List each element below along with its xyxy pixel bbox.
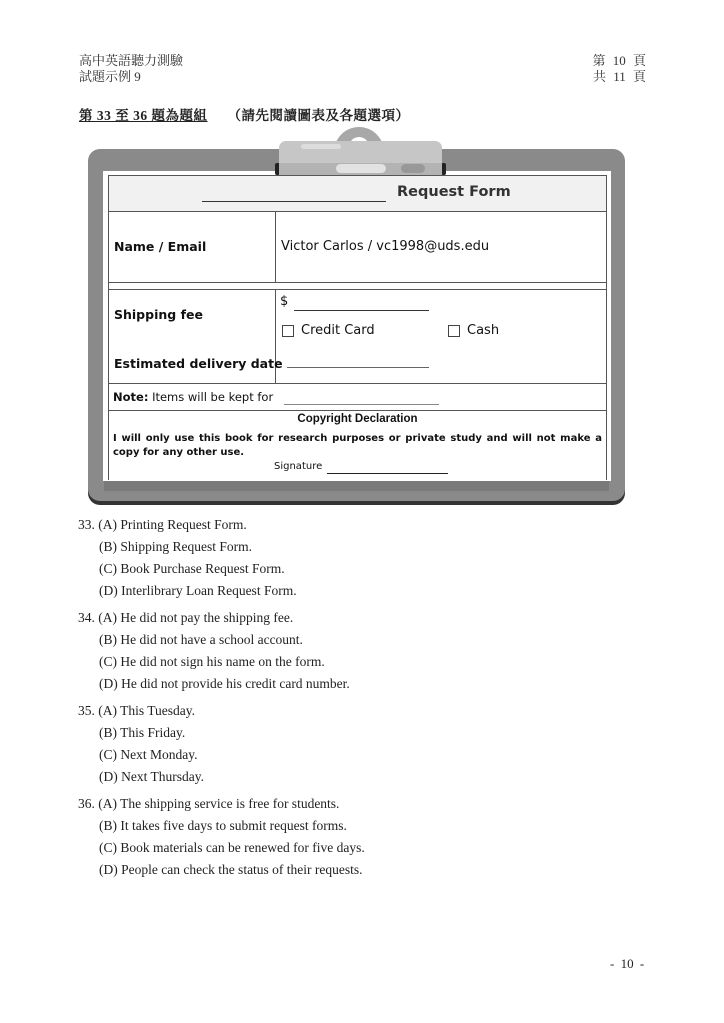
note-label: Note:: [113, 390, 149, 404]
option-d: (D) Next Thursday.: [99, 769, 204, 784]
clipboard-shadow: [104, 481, 609, 491]
copyright-row: [108, 410, 607, 480]
clip-button: [401, 164, 425, 173]
form-title: Request Form: [397, 184, 511, 200]
option-text: (A) The shipping service is free for students.: [98, 796, 340, 811]
exam-header-left: [79, 53, 183, 85]
name-email-label: Name / Email: [114, 239, 207, 254]
column-divider: [275, 212, 276, 282]
option-text: (A) This Tuesday.: [98, 703, 196, 718]
option-b: (B) It takes five days to submit request forms.: [99, 818, 347, 833]
question-number: 36.: [78, 796, 95, 811]
option-text: (A) Printing Request Form.: [98, 517, 247, 532]
question-number: 34.: [78, 610, 95, 625]
question-34: [78, 607, 365, 695]
currency-symbol: $: [280, 294, 289, 309]
form-title-row: [108, 175, 607, 212]
exam-header-right: [592, 53, 646, 85]
question-number: 33.: [78, 517, 95, 532]
option-c: (C) Next Monday.: [99, 747, 198, 762]
option-c: (C) He did not sign his name on the form.: [99, 654, 325, 669]
option-b: (B) Shipping Request Form.: [99, 539, 253, 554]
delivery-date-blank: [287, 367, 429, 368]
group-instruction: （請先閱讀圖表及各題選項）: [227, 108, 410, 123]
total-pages: 共 11 頁: [592, 69, 646, 84]
option-c: (C) Book Purchase Request Form.: [99, 561, 285, 576]
shipping-fee-label: Shipping fee: [114, 307, 203, 322]
option-b: (B) He did not have a school account.: [99, 632, 303, 647]
option-a: [78, 700, 365, 722]
option-a: [78, 607, 365, 629]
question-33: [78, 514, 365, 602]
question-group-title: [79, 104, 410, 124]
request-form: [108, 175, 607, 480]
delivery-date-label: Estimated delivery date: [114, 356, 283, 371]
clip-highlight: [301, 144, 341, 149]
credit-card-label: Credit Card: [301, 323, 375, 338]
note-text: [113, 390, 273, 404]
name-email-value: Victor Carlos / vc1998@uds.edu: [281, 239, 490, 254]
option-a: [78, 514, 365, 536]
credit-card-checkbox: [282, 325, 294, 337]
option-text: (A) He did not pay the shipping fee.: [98, 610, 294, 625]
shipping-fee-blank: [294, 310, 429, 311]
cash-checkbox: [448, 325, 460, 337]
option-d: (D) People can check the status of their requests.: [99, 862, 363, 877]
exam-sample-label: 試題示例 9: [79, 69, 141, 84]
copyright-text: I will only use this book for research purposes or private study and will not make a copy for any other use.: [113, 433, 602, 458]
option-c: (C) Book materials can be renewed for five days.: [99, 840, 365, 855]
question-36: [78, 793, 365, 881]
question-35: [78, 700, 365, 788]
question-list: [78, 514, 365, 886]
option-d: (D) He did not provide his credit card number.: [99, 676, 350, 691]
note-row: [108, 383, 607, 411]
option-a: [78, 793, 365, 815]
group-range: 第 33 至 36 題為題組: [79, 108, 208, 123]
clip-highlight: [336, 164, 386, 173]
cash-label: Cash: [467, 323, 500, 338]
shipping-row: [108, 289, 607, 384]
signature-label: Signature: [274, 461, 323, 472]
signature-line: [327, 473, 448, 474]
form-type-blank: [202, 201, 386, 202]
option-d: (D) Interlibrary Loan Request Form.: [99, 583, 297, 598]
option-b: (B) This Friday.: [99, 725, 186, 740]
clipboard-clip-icon: [279, 141, 442, 175]
note-body: Items will be kept for: [152, 390, 274, 404]
copyright-title: Copyright Declaration: [297, 413, 418, 425]
question-number: 35.: [78, 703, 95, 718]
keep-days-blank: [284, 404, 439, 405]
page-indicator: 第 10 頁: [592, 53, 646, 68]
exam-title: 高中英語聽力測驗: [79, 53, 184, 68]
page-number: - 10 -: [610, 956, 645, 971]
name-email-row: [108, 211, 607, 283]
